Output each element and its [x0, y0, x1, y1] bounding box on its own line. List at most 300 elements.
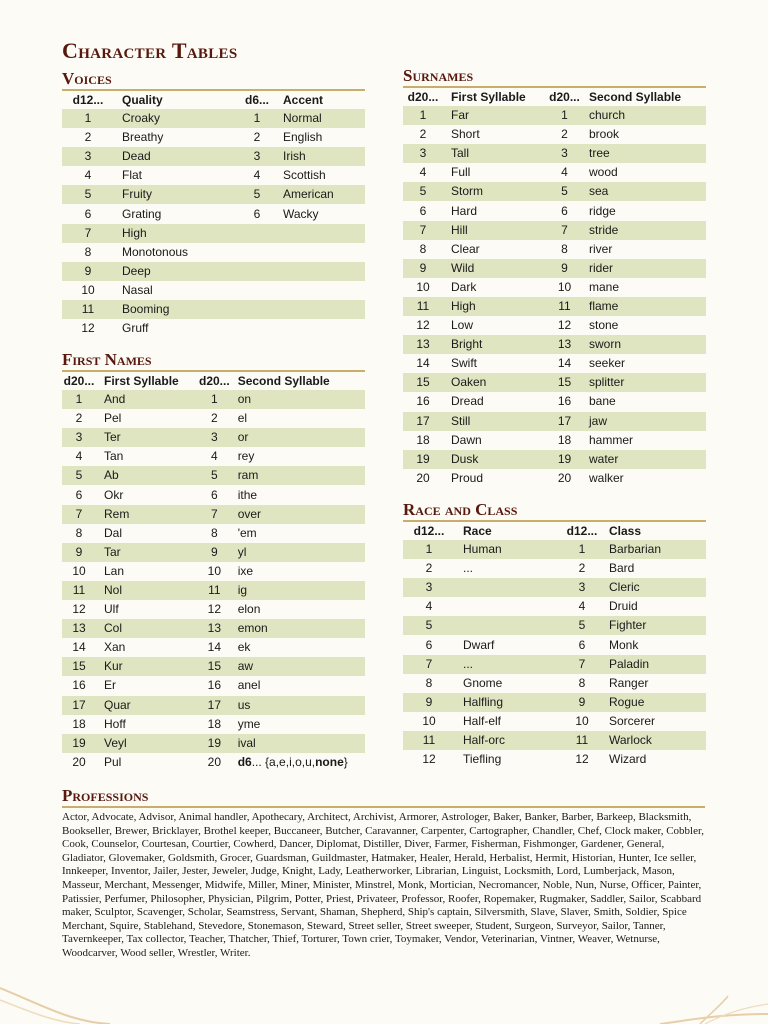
- table-cell: 1: [62, 390, 96, 409]
- table-cell: 11: [199, 581, 230, 600]
- table-row: [62, 543, 365, 562]
- table-cell: stone: [589, 318, 619, 333]
- column-header: d12...: [72, 93, 104, 107]
- table-cell: 14: [72, 640, 86, 655]
- table-row: [62, 147, 365, 166]
- table-cell: 14: [557, 356, 572, 371]
- table-cell: 3: [62, 147, 114, 166]
- table-cell: Storm: [443, 182, 548, 201]
- table-cell: [239, 281, 275, 300]
- table-cell: el: [237, 411, 248, 426]
- table-cell: 4: [425, 599, 433, 614]
- table-row: [403, 655, 706, 674]
- table-cell: 7: [563, 655, 601, 674]
- table-cell: 15: [403, 373, 443, 392]
- table-cell: Pul: [104, 754, 122, 769]
- table-cell: 6: [75, 487, 83, 502]
- page-border-decoration: [0, 974, 768, 1024]
- table-cell: Proud: [451, 470, 484, 485]
- table-cell: Nol: [96, 581, 199, 600]
- column-header: First Syllable: [451, 90, 526, 104]
- table-cell: sea: [581, 182, 706, 201]
- table-cell: 5: [563, 616, 601, 635]
- table-cell: Paladin: [601, 655, 706, 674]
- table-cell: 7: [62, 224, 114, 243]
- table-row: [62, 505, 365, 524]
- table-cell: Er: [104, 678, 116, 693]
- table-cell: aw: [230, 657, 365, 676]
- table-cell: wood: [589, 165, 618, 180]
- table-cell: Swift: [451, 356, 478, 371]
- table-cell: ixe: [237, 563, 254, 578]
- table-row: [62, 428, 365, 447]
- race-class-section: [403, 501, 706, 769]
- table-cell: Pel: [104, 411, 122, 426]
- table-row: [403, 616, 706, 635]
- race-class-header-row: [403, 522, 706, 540]
- column-header: Accent: [283, 93, 324, 107]
- table-cell: 3: [403, 144, 443, 163]
- table-cell: Halfling: [455, 693, 563, 712]
- table-cell: Normal: [275, 109, 365, 128]
- table-row: [62, 109, 365, 128]
- table-cell: rey: [237, 449, 255, 464]
- table-cell: 3: [548, 144, 581, 163]
- column-header: d6...: [244, 93, 269, 107]
- table-cell: 11: [62, 300, 114, 319]
- table-cell: [230, 753, 365, 772]
- table-cell: [455, 597, 563, 616]
- table-cell: Breathy: [122, 130, 164, 145]
- table-cell: 19: [403, 450, 443, 469]
- surnames-heading: Surnames: [403, 67, 706, 88]
- table-cell: 4: [75, 449, 83, 464]
- table-cell: 5: [62, 466, 96, 485]
- table-cell: [239, 300, 275, 319]
- table-cell: 10: [416, 279, 430, 294]
- table-cell: sworn: [581, 335, 706, 354]
- voices-rows: [62, 109, 365, 338]
- table-cell: 6: [578, 637, 586, 652]
- table-row: [62, 619, 365, 638]
- race-class-table: [403, 522, 706, 769]
- table-cell: Short: [451, 127, 480, 142]
- table-cell: 9: [62, 262, 114, 281]
- table-row: [403, 392, 706, 411]
- table-cell: hammer: [589, 432, 634, 447]
- table-cell: High: [443, 297, 548, 316]
- table-cell: Hoff: [104, 716, 126, 731]
- table-cell: Booming: [114, 300, 239, 319]
- table-cell: [275, 281, 365, 300]
- table-cell: Nasal: [122, 282, 153, 297]
- table-cell: Lan: [104, 563, 125, 578]
- table-row: [403, 373, 706, 392]
- table-cell: Col: [96, 619, 199, 638]
- table-cell: Wild: [443, 259, 548, 278]
- table-row: [62, 262, 365, 281]
- table-cell: [275, 243, 365, 262]
- table-cell: 2: [253, 130, 261, 145]
- table-cell: Xan: [104, 640, 126, 655]
- table-cell: 16: [557, 394, 572, 409]
- closing-brace: }: [343, 754, 348, 769]
- table-row: [403, 335, 706, 354]
- voices-header-row: [62, 91, 365, 109]
- table-cell: 1: [403, 540, 455, 559]
- table-row: [403, 674, 706, 693]
- table-cell: church: [581, 106, 706, 125]
- table-cell: 8: [75, 525, 83, 540]
- table-row: [62, 485, 365, 504]
- table-cell: Half-elf: [463, 713, 502, 728]
- professions-section: [62, 787, 705, 961]
- column-header: Second Syllable: [237, 374, 330, 388]
- table-cell: Bard: [609, 561, 635, 576]
- table-cell: 10: [575, 713, 589, 728]
- table-cell: 'em: [237, 525, 257, 540]
- column-header: Quality: [122, 93, 163, 107]
- table-cell: 10: [422, 713, 436, 728]
- table-row: [62, 319, 365, 338]
- table-cell: Half-orc: [455, 731, 563, 750]
- table-cell: Oaken: [443, 373, 548, 392]
- table-cell: 2: [84, 130, 92, 145]
- surnames-header-row: [403, 88, 706, 106]
- table-cell: [239, 243, 275, 262]
- table-cell: 5: [403, 182, 443, 201]
- table-row: [403, 469, 706, 488]
- table-cell: flame: [581, 297, 706, 316]
- table-cell: or: [230, 428, 365, 447]
- professions-heading: Professions: [62, 787, 705, 808]
- table-row: [403, 693, 706, 712]
- table-cell: Hard: [451, 203, 478, 218]
- table-cell: Low: [451, 318, 474, 333]
- table-cell: 17: [403, 412, 443, 431]
- table-cell: Bright: [443, 335, 548, 354]
- table-cell: ival: [230, 734, 365, 753]
- table-cell: English: [283, 130, 323, 145]
- table-cell: 3: [403, 578, 455, 597]
- table-cell: Ranger: [609, 675, 649, 690]
- table-cell: 12: [207, 602, 222, 617]
- table-cell: brook: [589, 127, 620, 142]
- column-header: d20...: [199, 374, 230, 388]
- surnames-section: [403, 67, 706, 488]
- table-cell: jaw: [581, 412, 706, 431]
- table-cell: ek: [237, 640, 251, 655]
- table-cell: 4: [211, 449, 218, 464]
- table-cell: 1: [62, 109, 114, 128]
- table-cell: emon: [230, 619, 365, 638]
- table-cell: ...: [455, 655, 563, 674]
- table-row: [62, 185, 365, 204]
- column-header: d20...: [63, 374, 95, 388]
- table-row: [403, 106, 706, 125]
- table-cell: Druid: [609, 599, 638, 614]
- table-row: [62, 638, 365, 657]
- table-cell: 9: [403, 693, 455, 712]
- table-cell: 12: [72, 602, 86, 617]
- table-row: [62, 734, 365, 753]
- table-row: [403, 578, 706, 597]
- table-cell: Warlock: [601, 731, 706, 750]
- table-row: [62, 696, 365, 715]
- table-cell: Cleric: [601, 578, 706, 597]
- table-cell: 4: [253, 168, 261, 183]
- table-cell: Flat: [122, 168, 143, 183]
- table-cell: splitter: [581, 373, 706, 392]
- column-header: First Syllable: [104, 374, 179, 388]
- table-cell: [275, 262, 365, 281]
- table-row: [403, 431, 706, 450]
- table-cell: 12: [557, 318, 572, 333]
- table-cell: Tar: [96, 543, 199, 562]
- table-row: [62, 224, 365, 243]
- table-cell: 3: [199, 428, 230, 447]
- table-cell: on: [230, 390, 365, 409]
- table-cell: Far: [443, 106, 548, 125]
- table-cell: anel: [237, 678, 261, 693]
- table-cell: 7: [548, 221, 581, 240]
- table-cell: 17: [62, 696, 96, 715]
- table-row: [62, 281, 365, 300]
- table-cell: [275, 224, 365, 243]
- table-cell: Monotonous: [122, 244, 189, 259]
- table-cell: 6: [84, 206, 92, 221]
- table-cell: tree: [581, 144, 706, 163]
- table-cell: Dread: [451, 394, 484, 409]
- table-cell: Scottish: [283, 168, 326, 183]
- table-cell: Sorcerer: [609, 713, 656, 728]
- table-cell: Tall: [443, 144, 548, 163]
- table-cell: 5: [199, 466, 230, 485]
- table-row: [403, 278, 706, 297]
- table-cell: Ab: [96, 466, 199, 485]
- table-cell: Okr: [104, 487, 124, 502]
- table-cell: Ulf: [104, 602, 119, 617]
- table-row: [403, 635, 706, 654]
- table-row: [403, 316, 706, 335]
- first-names-heading: First Names: [62, 351, 365, 372]
- table-cell: 20: [207, 754, 222, 769]
- table-cell: Dal: [104, 525, 123, 540]
- table-row: [403, 540, 706, 559]
- table-cell: 9: [548, 259, 581, 278]
- table-cell: 20: [72, 754, 86, 769]
- table-cell: Quar: [96, 696, 199, 715]
- table-row: [62, 657, 365, 676]
- first-names-section: [62, 351, 365, 772]
- table-cell: 1: [403, 106, 443, 125]
- table-row: [62, 447, 365, 466]
- table-row: [403, 450, 706, 469]
- table-cell: 8: [419, 241, 427, 256]
- table-cell: 18: [72, 716, 86, 731]
- column-header: Second Syllable: [589, 90, 682, 104]
- surnames-rows: [403, 106, 706, 488]
- table-cell: Kur: [96, 657, 199, 676]
- table-cell: 17: [548, 412, 581, 431]
- table-cell: ridge: [589, 203, 616, 218]
- table-cell: 16: [416, 394, 430, 409]
- column-header: Race: [463, 524, 492, 538]
- column-header: d20...: [407, 90, 439, 104]
- table-row: [403, 712, 706, 731]
- table-cell: 9: [199, 543, 230, 562]
- table-cell: 8: [425, 675, 433, 690]
- table-row: [403, 201, 706, 220]
- table-cell: 13: [62, 619, 96, 638]
- table-cell: 19: [548, 450, 581, 469]
- table-cell: 20: [557, 470, 572, 485]
- table-cell: 4: [578, 599, 586, 614]
- table-cell: 4: [561, 165, 568, 180]
- table-cell: rider: [581, 259, 706, 278]
- table-row: [62, 243, 365, 262]
- column-header: d12...: [413, 524, 445, 538]
- table-cell: Human: [455, 540, 563, 559]
- table-row: [403, 412, 706, 431]
- table-cell: 3: [239, 147, 275, 166]
- table-cell: Wizard: [609, 752, 647, 767]
- table-cell: ithe: [237, 487, 258, 502]
- table-cell: Irish: [275, 147, 365, 166]
- table-cell: Tan: [104, 449, 124, 464]
- race-class-heading: Race and Class: [403, 501, 706, 522]
- table-cell: Wacky: [283, 206, 319, 221]
- table-cell: American: [275, 185, 365, 204]
- table-cell: Ter: [96, 428, 199, 447]
- table-cell: ig: [230, 581, 365, 600]
- table-cell: 6: [561, 203, 568, 218]
- table-cell: 8: [84, 244, 92, 259]
- table-cell: [275, 300, 365, 319]
- table-cell: 8: [578, 675, 586, 690]
- table-cell: Gnome: [463, 675, 503, 690]
- table-cell: 14: [207, 640, 222, 655]
- table-row: [62, 409, 365, 428]
- table-cell: 1: [239, 109, 275, 128]
- table-row: [403, 297, 706, 316]
- table-row: [62, 715, 365, 734]
- table-row: [62, 166, 365, 185]
- table-cell: ...: [463, 561, 474, 576]
- table-cell: 4: [84, 168, 92, 183]
- table-cell: 2: [425, 561, 433, 576]
- voices-table: [62, 91, 365, 338]
- table-cell: 11: [62, 581, 96, 600]
- table-cell: seeker: [589, 356, 626, 371]
- table-cell: 19: [199, 734, 230, 753]
- table-cell: And: [96, 390, 199, 409]
- table-row: [62, 466, 365, 485]
- table-cell: 5: [548, 182, 581, 201]
- table-cell: Grating: [122, 206, 162, 221]
- table-cell: 8: [211, 525, 218, 540]
- table-cell: mane: [589, 279, 620, 294]
- table-cell: 10: [81, 282, 95, 297]
- table-row: [403, 125, 706, 144]
- table-cell: river: [589, 241, 613, 256]
- table-row: [403, 163, 706, 182]
- table-cell: 13: [403, 335, 443, 354]
- table-cell: 15: [62, 657, 96, 676]
- table-cell: 11: [403, 297, 443, 316]
- table-cell: 12: [575, 752, 589, 767]
- table-cell: Dawn: [451, 432, 482, 447]
- table-cell: Rogue: [601, 693, 706, 712]
- table-cell: Hill: [443, 221, 548, 240]
- table-row: [62, 581, 365, 600]
- table-cell: Full: [451, 165, 471, 180]
- table-cell: water: [581, 450, 706, 469]
- table-cell: 12: [81, 321, 95, 336]
- table-cell: High: [114, 224, 239, 243]
- table-row: [62, 753, 365, 772]
- table-cell: Fighter: [601, 616, 706, 635]
- table-cell: Croaky: [114, 109, 239, 128]
- table-cell: [239, 262, 275, 281]
- table-cell: [455, 578, 563, 597]
- table-cell: 2: [211, 411, 218, 426]
- table-cell: Veyl: [96, 734, 199, 753]
- table-row: [403, 731, 706, 750]
- table-cell: [455, 616, 563, 635]
- table-cell: 9: [563, 693, 601, 712]
- table-cell: Barbarian: [601, 540, 706, 559]
- table-cell: 3: [62, 428, 96, 447]
- table-cell: Rem: [96, 505, 199, 524]
- race-class-rows: [403, 540, 706, 769]
- table-cell: 5: [62, 185, 114, 204]
- table-cell: 18: [557, 432, 572, 447]
- table-cell: 7: [62, 505, 96, 524]
- table-cell: yme: [237, 716, 261, 731]
- table-cell: 11: [548, 297, 581, 316]
- table-cell: yl: [230, 543, 365, 562]
- table-cell: 10: [557, 279, 572, 294]
- table-cell: over: [230, 505, 365, 524]
- voices-section: [62, 70, 365, 338]
- table-cell: 11: [563, 731, 601, 750]
- table-cell: 17: [199, 696, 230, 715]
- table-cell: 8: [561, 241, 568, 256]
- table-cell: walker: [589, 470, 624, 485]
- table-cell: 4: [419, 165, 427, 180]
- table-row: [403, 144, 706, 163]
- table-cell: 13: [199, 619, 230, 638]
- table-cell: ram: [230, 466, 365, 485]
- table-cell: 2: [75, 411, 83, 426]
- table-row: [403, 182, 706, 201]
- table-cell: 6: [425, 637, 433, 652]
- table-cell: Monk: [609, 637, 639, 652]
- table-cell: 1: [548, 106, 581, 125]
- table-row: [403, 240, 706, 259]
- surnames-table: [403, 88, 706, 488]
- table-cell: Dusk: [443, 450, 548, 469]
- table-row: [62, 204, 365, 223]
- column-header: d20...: [549, 90, 580, 104]
- table-row: [403, 559, 706, 578]
- table-cell: 2: [561, 127, 568, 142]
- table-cell: 12: [416, 318, 430, 333]
- table-row: [403, 259, 706, 278]
- table-cell: Clear: [451, 241, 480, 256]
- table-cell: Tiefling: [463, 752, 502, 767]
